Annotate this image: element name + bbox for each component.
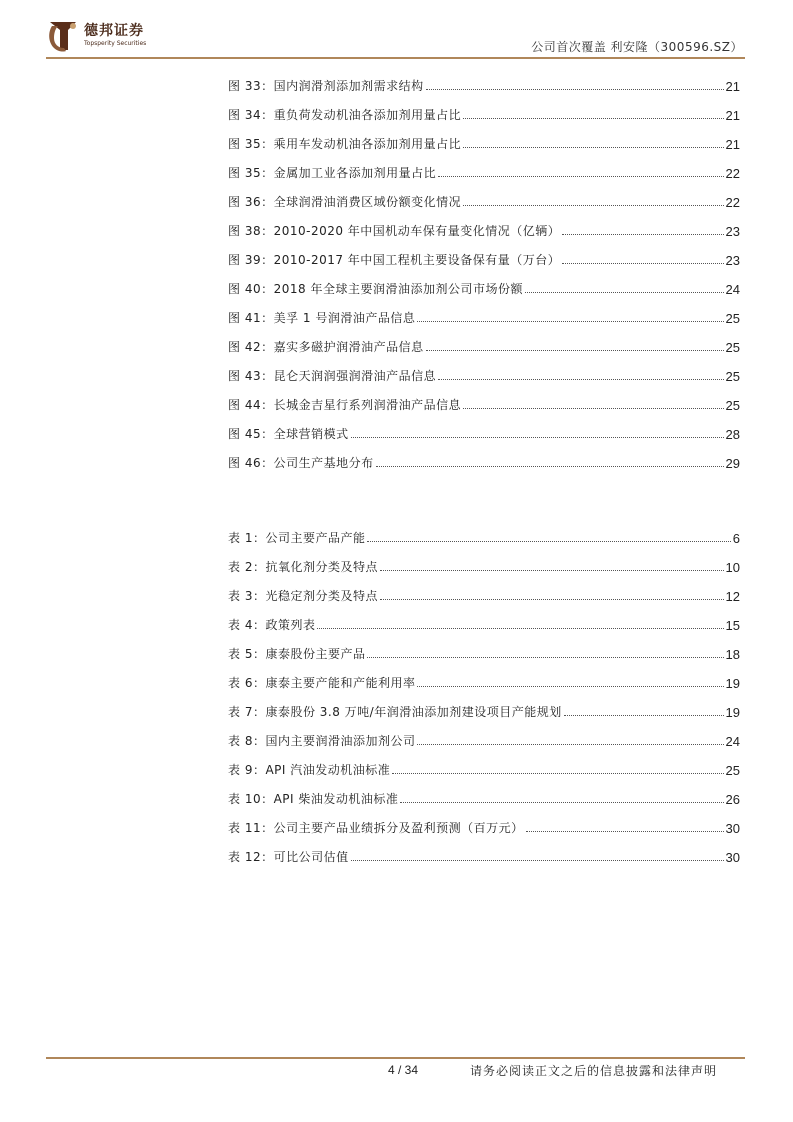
toc-entry[interactable] [228, 393, 740, 413]
toc-entry-page: 19 [725, 705, 740, 720]
toc-entry-label: 图 45：全球营销模式 [228, 427, 349, 441]
toc-entry-page: 15 [725, 618, 740, 633]
toc-entry[interactable] [228, 248, 740, 268]
toc-entry-page: 25 [725, 763, 740, 778]
toc-leader [351, 437, 724, 438]
toc-entry-label: 表 8：国内主要润滑油添加剂公司 [228, 734, 416, 748]
toc-leader [463, 205, 723, 206]
toc-entry[interactable] [228, 758, 740, 778]
toc-leader [438, 176, 723, 177]
toc-entry-label: 图 35：乘用车发动机油各添加剂用量占比 [228, 137, 462, 151]
toc-leader [380, 599, 724, 600]
toc-entry[interactable] [228, 555, 740, 575]
toc-entry[interactable] [228, 306, 740, 326]
logo-mark-icon [46, 18, 80, 54]
toc-leader [525, 292, 724, 293]
brand-name-cn: 德邦证券 [84, 23, 144, 39]
toc-entry[interactable] [228, 277, 740, 297]
toc-entry[interactable] [228, 364, 740, 384]
toc-entry-label: 图 43：昆仑天润润强润滑油产品信息 [228, 369, 437, 383]
toc-entry[interactable] [228, 700, 740, 720]
toc-entry-page: 12 [725, 589, 740, 604]
toc-leader [417, 321, 723, 322]
toc-entry[interactable] [228, 729, 740, 749]
toc-entry-label: 表 4：政策列表 [228, 618, 316, 632]
toc-entry-label: 表 5：康泰股份主要产品 [228, 647, 366, 661]
toc-entry-page: 24 [725, 734, 740, 749]
toc-entry-label: 图 44：长城金吉星行系列润滑油产品信息 [228, 398, 462, 412]
toc-entry-page: 23 [725, 224, 740, 239]
toc-entry-page: 26 [725, 792, 740, 807]
toc-entry-page: 6 [732, 531, 740, 546]
toc-entry[interactable] [228, 671, 740, 691]
toc-leader [317, 628, 723, 629]
toc-entry-label: 表 6：康泰主要产能和产能利用率 [228, 676, 416, 690]
toc-leader [463, 147, 723, 148]
toc-entry-page: 25 [725, 369, 740, 384]
toc-entry-label: 表 2：抗氧化剂分类及特点 [228, 560, 378, 574]
footer-divider [46, 1057, 745, 1059]
toc-entry[interactable] [228, 422, 740, 442]
toc-entry-label: 表 1：公司主要产品产能 [228, 531, 366, 545]
toc-leader [426, 89, 724, 90]
toc-entry[interactable] [228, 190, 740, 210]
toc-entry-page: 29 [725, 456, 740, 471]
toc-leader [417, 744, 723, 745]
toc-entry-label: 图 34：重负荷发动机油各添加剂用量占比 [228, 108, 462, 122]
toc-entry-page: 21 [725, 137, 740, 152]
toc-entry-label: 图 35：金属加工业各添加剂用量占比 [228, 166, 437, 180]
toc-entry-label: 表 9：API 汽油发动机油标准 [228, 763, 391, 777]
legal-disclaimer: 请务必阅读正文之后的信息披露和法律声明 [470, 1064, 718, 1078]
toc-entry[interactable] [228, 613, 740, 633]
toc-leader [367, 541, 730, 542]
toc-entry-label: 表 3：光稳定剂分类及特点 [228, 589, 378, 603]
company-logo [46, 18, 166, 56]
toc-entry-page: 23 [725, 253, 740, 268]
toc-entry[interactable] [228, 845, 740, 865]
toc-entry-label: 图 39：2010-2017 年中国工程机主要设备保有量（万台） [228, 253, 561, 267]
toc-entry-page: 24 [725, 282, 740, 297]
toc-entry-label: 图 40：2018 年全球主要润滑油添加剂公司市场份额 [228, 282, 523, 296]
toc-entry-label: 表 12：可比公司估值 [228, 850, 349, 864]
toc-entry-label: 图 33：国内润滑剂添加剂需求结构 [228, 79, 424, 93]
toc-leader [526, 831, 724, 832]
toc-entry-page: 18 [725, 647, 740, 662]
toc-leader [562, 263, 723, 264]
toc-leader [463, 408, 723, 409]
toc-entry-label: 表 10：API 柴油发动机油标准 [228, 792, 399, 806]
toc-entry-page: 21 [725, 79, 740, 94]
toc-leader [417, 686, 723, 687]
toc-entry-page: 22 [725, 166, 740, 181]
toc-entry[interactable] [228, 642, 740, 662]
toc-entry[interactable] [228, 526, 740, 546]
toc-entry-page: 22 [725, 195, 740, 210]
toc-leader [392, 773, 723, 774]
toc-entry[interactable] [228, 335, 740, 355]
toc-entry-label: 图 42：嘉实多磁护润滑油产品信息 [228, 340, 424, 354]
toc-leader [400, 802, 723, 803]
toc-leader [463, 118, 723, 119]
toc-leader [426, 350, 724, 351]
toc-entry[interactable] [228, 451, 740, 471]
toc-entry-page: 25 [725, 340, 740, 355]
toc-entry-page: 19 [725, 676, 740, 691]
toc-entry-label: 图 41：美孚 1 号润滑油产品信息 [228, 311, 416, 325]
header-divider [46, 57, 745, 59]
toc-entry-page: 30 [725, 850, 740, 865]
toc-entry-page: 28 [725, 427, 740, 442]
toc-entry-page: 25 [725, 311, 740, 326]
toc-entry[interactable] [228, 584, 740, 604]
toc-entry-label: 图 46：公司生产基地分布 [228, 456, 374, 470]
toc-entry-page: 25 [725, 398, 740, 413]
toc-leader [367, 657, 723, 658]
report-title: 公司首次覆盖 利安隆（300596.SZ） [531, 40, 743, 54]
toc-leader [564, 715, 724, 716]
toc-entry-page: 30 [725, 821, 740, 836]
toc-entry-page: 21 [725, 108, 740, 123]
toc-entry[interactable] [228, 103, 740, 123]
toc-leader [376, 466, 724, 467]
toc-entry-label: 图 36：全球润滑油消费区域份额变化情况 [228, 195, 462, 209]
toc-entry-page: 10 [725, 560, 740, 575]
toc-entry-label: 图 38：2010-2020 年中国机动车保有量变化情况（亿辆） [228, 224, 561, 238]
toc-entry-label: 表 11：公司主要产品业绩拆分及盈利预测（百万元） [228, 821, 524, 835]
toc-entry[interactable] [228, 787, 740, 807]
toc-entry[interactable] [228, 816, 740, 836]
toc-entry[interactable] [228, 74, 740, 94]
toc-leader [380, 570, 724, 571]
toc-entry[interactable] [228, 132, 740, 152]
brand-name-en: Topsperity Securities [84, 40, 147, 47]
toc-entry-label: 表 7：康泰股份 3.8 万吨/年润滑油添加剂建设项目产能规划 [228, 705, 562, 719]
toc-leader [438, 379, 723, 380]
toc-entry[interactable] [228, 161, 740, 181]
toc-entry[interactable] [228, 219, 740, 239]
page-number: 4 / 34 [388, 1063, 419, 1077]
toc-leader [351, 860, 724, 861]
toc-leader [562, 234, 723, 235]
